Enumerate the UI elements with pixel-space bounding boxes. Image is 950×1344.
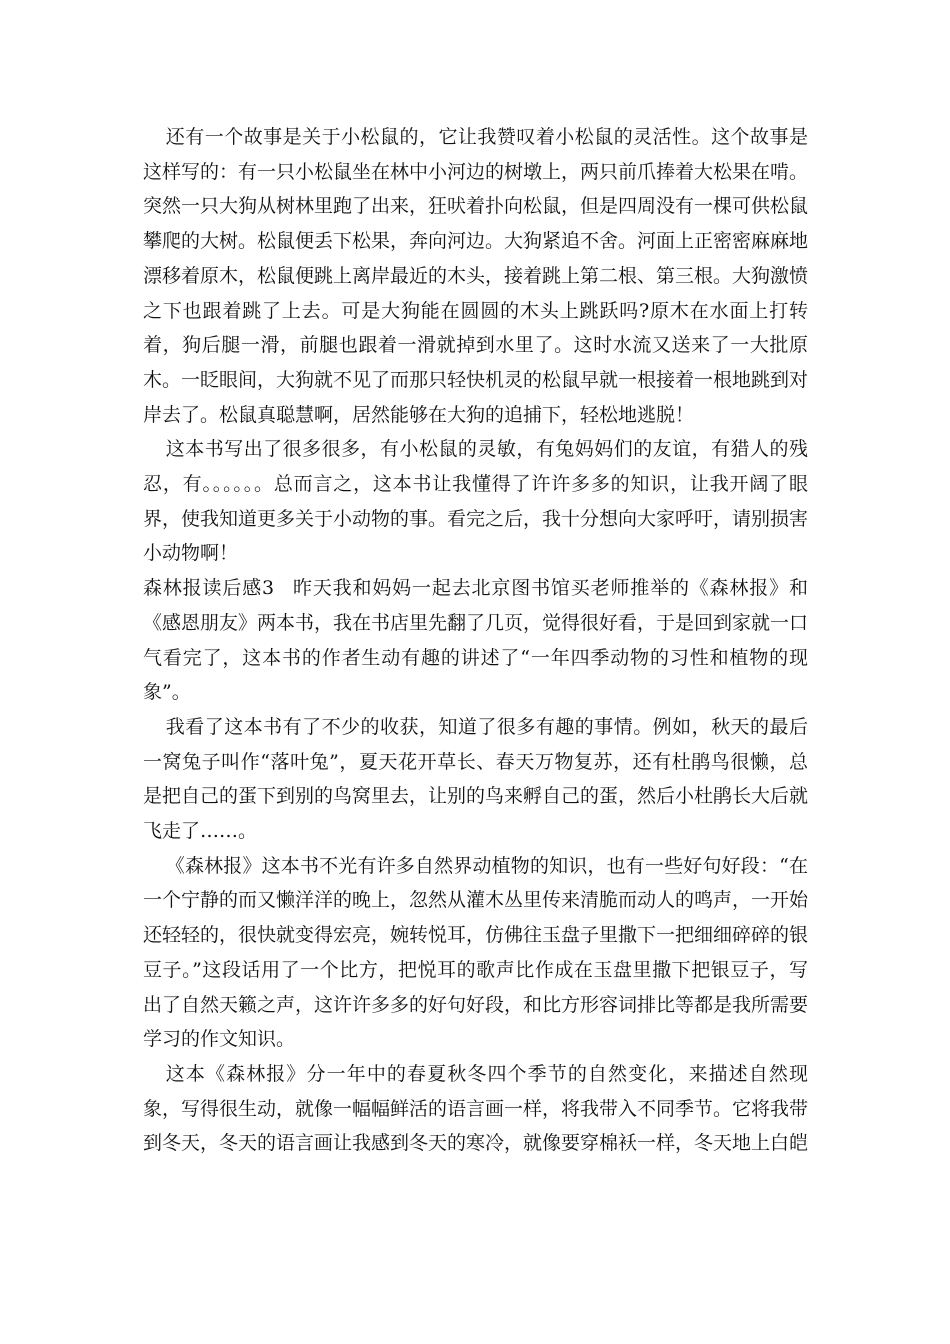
paragraph-text: 这本《森林报》分一年中的春夏秋冬四个季节的自然变化，来描述自然现象，写得很生动，就像一幅幅鲜活的语言画一样，将我带入不同季节。它将我带到冬天，冬天的语言画让我感到冬天的寒冷，就像要穿棉袄一样，冬天地上白皑 bbox=[143, 1062, 809, 1155]
paragraph-text: 《森林报》这本书不光有许多自然界动植物的知识，也有一些好句好段：“在一个宁静的而又懒洋洋的晚上，忽然从灌木丛里传来清脆而动人的鸣声，一开始还轻轻的，很快就变得宏亮，婉转悦耳，仿佛往玉盘子里撒下一把细细碎碎的银豆子。”这段话用了一个比方，把悦耳的歌声比作成在玉盘里撒下把银豆子，写出了自然天籁之声，这许许多多的好句好段，和比方形容词排比等都是我所需要学习的作文知识。 bbox=[143, 854, 809, 1051]
paragraph-harvest bbox=[143, 710, 808, 849]
paragraph-book-summary bbox=[143, 432, 808, 571]
paragraph-seasons bbox=[143, 1057, 808, 1161]
paragraph-squirrel-story bbox=[143, 120, 808, 432]
document-page bbox=[143, 120, 808, 1161]
paragraph-good-sentences bbox=[143, 849, 808, 1057]
essay-heading: 森林报读后感3 bbox=[143, 577, 275, 600]
paragraph-essay-3-start bbox=[143, 571, 808, 710]
paragraph-text: 这本书写出了很多很多，有小松鼠的灵敏，有兔妈妈们的友谊，有猎人的残忍，有。。。。。。总而言之，这本书让我懂得了许许多多的知识，让我开阔了眼界，使我知道更多关于小动物的事。看完之后，我十分想向大家呼吁，请别损害小动物啊！ bbox=[143, 438, 809, 565]
paragraph-text: 昨天我和妈妈一起去北京图书馆买老师推举的《森林报》和《感恩朋友》两本书，我在书店里先翻了几页，觉得很好看，于是回到家就一口气看完了，这本书的作者生动有趣的讲述了“一年四季动物的习性和植物的现象”。 bbox=[143, 577, 809, 704]
paragraph-text: 还有一个故事是关于小松鼠的，它让我赞叹着小松鼠的灵活性。这个故事是这样写的：有一只小松鼠坐在林中小河边的树墩上，两只前爪捧着大松果在啃。突然一只大狗从树林里跑了出来，狂吠着扑向松鼠，但是四周没有一棵可供松鼠攀爬的大树。松鼠便丢下松果，奔向河边。大狗紧追不舍。河面上正密密麻麻地漂移着原木，松鼠便跳上离岸最近的木头，接着跳上第二根、第三根。大狗激愤之下也跟着跳了上去。可是大狗能在圆圆的木头上跳跃吗?原木在水面上打转着，狗后腿一滑，前腿也跟着一滑就掉到水里了。这时水流又送来了一大批原木。一眨眼间，大狗就不见了而那只轻快机灵的松鼠早就一根接着一根地跳到对岸去了。松鼠真聪慧啊，居然能够在大狗的追捕下，轻松地逃脱！ bbox=[143, 126, 809, 426]
paragraph-text: 我看了这本书有了不少的收获，知道了很多有趣的事情。例如，秋天的最后一窝兔子叫作“落叶兔”，夏天花开草长、春天万物复苏，还有杜鹃鸟很懒，总是把自己的蛋下到别的鸟窝里去，让别的鸟来孵自己的蛋，然后小杜鹃长大后就飞走了……。 bbox=[143, 715, 809, 843]
